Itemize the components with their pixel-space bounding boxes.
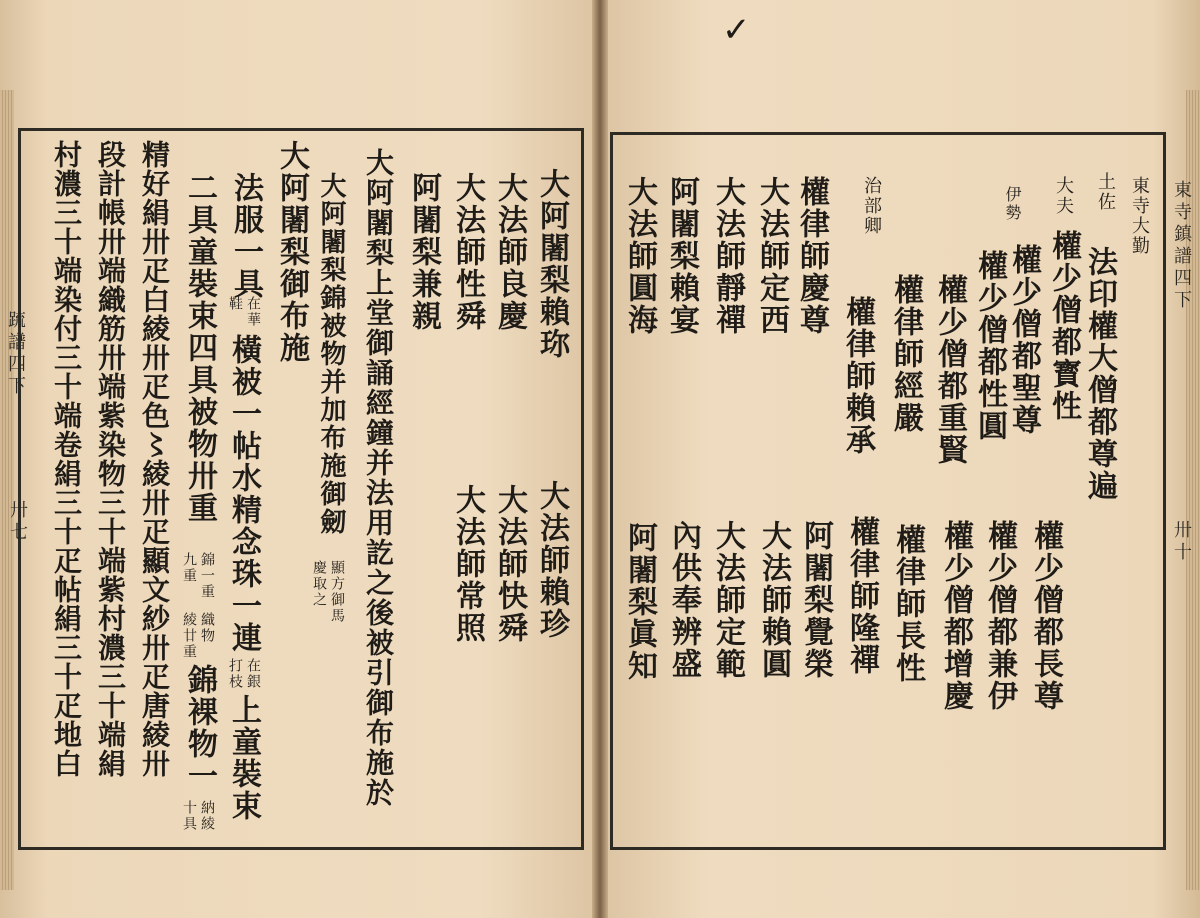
right-top-col-5: 權少僧都重賢 [932,274,967,466]
dress-note-d: 綾廿重 [181,612,197,660]
right-small-4: 伊勢 [1003,186,1022,222]
right-bottom-col-7: 大法師賴圓 [756,520,791,680]
right-small-7: 治部卿 [861,176,882,236]
left-col-3: 大法師性舜 [450,172,485,332]
left-col-1: 大阿闍梨賴珎 [534,168,569,360]
left-col-11: 段計帳卅端織筋卅端紫染物三十端紫村濃三十端絹 [94,140,127,778]
right-small-2: 土佐 [1095,172,1116,212]
robe-note-e: 打枝 [227,658,243,690]
sword-note-2: 慶取之 [311,560,327,608]
right-bottom-col-4: 權律師長性 [890,524,925,684]
left-col-8: 法服一具 [228,172,263,300]
robe-note-d: 在銀 [245,658,261,690]
right-top-col-10: 大法師靜禪 [710,176,745,336]
page-edge-left [0,90,14,890]
right-top-col-12: 大法師圓海 [622,176,657,336]
right-small-3: 大夫 [1053,176,1074,216]
ink-mark: ✓ [722,10,751,50]
right-margin-label: 東寺鎮譜四下 [1171,180,1192,312]
dress-text-e: 錦裸物一 [182,664,217,792]
sword-note-1: 顯方御馬 [329,560,345,624]
right-top-col-9: 大法師定西 [754,176,789,336]
dress-note-f: 納綾 [199,800,215,832]
right-top-col-6: 權律師經嚴 [888,274,923,434]
right-bottom-col-2: 權少僧都兼伊 [982,520,1017,712]
left-margin-label: 䟽譜四下 [5,310,26,398]
robe-text-f: 上童裝束 [226,694,261,822]
right-top-col-11: 阿闍梨賴宴 [664,176,699,336]
right-bottom-col-8: 大法師定範 [710,520,745,680]
right-top-col-4: 權少僧都性圓 [972,250,1007,442]
right-top-col-3: 權少僧都聖尊 [1006,244,1041,436]
dress-note-a: 錦一重 [199,552,215,600]
right-top-col-8: 權律師慶尊 [794,176,829,336]
left-col-2: 大法師良慶 [492,172,527,332]
right-top-col-2: 權少僧都寳性 [1046,230,1081,422]
book-gutter [592,0,608,918]
robe-note-a: 在華 [245,296,261,328]
left-lower-col-3: 大法師常照 [450,484,485,644]
left-col-6: 大阿闍梨錦被物并加布施御劒 [316,172,346,536]
right-top-col-1: 法印權大僧都尊遍 [1082,246,1117,502]
right-bottom-col-9: 內供奉辨盛 [666,520,701,680]
left-col-4: 阿闍梨兼親 [406,172,441,332]
right-bottom-col-10: 阿闍梨眞知 [622,522,657,682]
left-col-9: 二具童裝束四具被物卅重 [182,172,217,524]
left-col-10: 精好絹卅疋白綾卅疋色〻綾卅疋顯文紗卅疋唐綾卅 [138,140,171,778]
right-top-col-7: 權律師賴承 [840,296,875,456]
right-bottom-col-3: 權少僧都增慶 [938,520,973,712]
right-bottom-col-5: 權律師隆禪 [844,516,879,676]
left-margin-label-low: 卅七 [7,500,28,544]
right-bottom-col-1: 權少僧都長尊 [1028,520,1063,712]
robe-note-b: 鞋 [227,296,243,312]
left-lower-col-1: 大法師賴珍 [534,480,569,640]
dress-note-c: 織物 [199,612,215,644]
dress-note-b: 九重 [181,552,197,584]
left-lower-col-2: 大法師快舜 [492,484,527,644]
right-bottom-col-6: 阿闍梨覺榮 [798,520,833,680]
dress-note-g: 十具 [181,800,197,832]
left-col-5: 大阿闍梨上堂御誦經鐘并法用訖之後被引御布施於 [362,148,395,808]
left-col-12: 村濃三十端染付三十端卷絹三十疋帖絹三十疋地白 [50,140,83,778]
robe-text-c: 橫被一帖水精念珠一連 [226,334,261,654]
right-small-1: 東寺大勤 [1129,176,1150,256]
right-margin-label-low: 卅十 [1171,520,1192,564]
left-col-7: 大阿闍梨御布施 [274,140,309,364]
